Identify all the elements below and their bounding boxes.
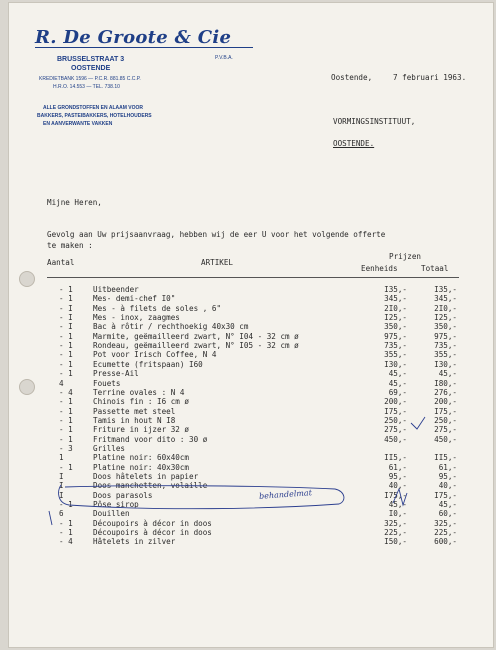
row-unit-price: 45,- — [388, 369, 407, 379]
tick-mark — [411, 417, 425, 429]
margin-tick — [49, 511, 52, 525]
row-description: Découpoirs à décor in doos — [93, 528, 212, 538]
row-description: Chinois fin : I6 cm ø — [93, 397, 190, 407]
row-unit-price: I35,- — [384, 285, 407, 294]
row-qty: - 1 — [59, 397, 73, 407]
intro-line-1: Gevolg aan Uw prijsaanvraag, hebben wij de eer U voor het volgende offerte — [47, 230, 386, 239]
row-unit-price: 45,- — [388, 378, 407, 388]
row-unit-price: I75,- — [384, 406, 407, 416]
row-qty: - 4 — [59, 537, 73, 547]
check-scribble — [393, 489, 407, 505]
row-total: 325,- — [434, 518, 457, 528]
row-unit-price: 975,- — [384, 331, 407, 341]
row-description: Platine noir: 60x40cm — [93, 453, 190, 463]
row-qty: I — [59, 490, 64, 500]
row-description: Doos parasols — [93, 490, 153, 500]
row-unit-price: I75,- — [384, 490, 407, 500]
row-total: I80,- — [434, 378, 457, 388]
row-unit-price: 250,- — [384, 415, 407, 425]
row-description: Terrine ovales : N 4 — [93, 387, 185, 397]
row-qty: - 1 — [59, 359, 73, 369]
row-total: 276,- — [434, 387, 457, 397]
row-description: Rondeau, geëmailleerd zwart, N° I05 - 32 cm ø — [93, 341, 299, 351]
row-qty: - I — [59, 303, 73, 313]
header-prices: Prijzen — [389, 252, 422, 261]
row-qty: - I — [59, 322, 73, 332]
row-total: 275,- — [434, 425, 457, 435]
header-article: ARTIKEL — [201, 258, 234, 267]
row-description: Grilles — [93, 443, 126, 453]
row-total: 2I0,- — [434, 303, 457, 313]
trade-line-2: BAKKERS, PASTEIBAKKERS, HOTELHOUDERS — [37, 113, 152, 119]
row-unit-price: 40,- — [388, 481, 407, 491]
row-unit-price: 200,- — [384, 397, 407, 407]
row-total: I25,- — [434, 313, 457, 323]
row-description: Tamis in hout N I8 — [93, 415, 176, 425]
row-qty: - 1 — [59, 425, 73, 435]
row-qty: - 3 — [59, 443, 73, 453]
bank-line: KREDIETBANK 1596 — P.C.R. 881.85 C.C.P. — [39, 76, 141, 82]
row-total: II5,- — [434, 453, 457, 463]
row-total: 200,- — [434, 397, 457, 407]
row-total: 45,- — [438, 369, 457, 379]
header-total: Totaal — [421, 264, 449, 273]
row-description: Marmite, geëmailleerd zwart, N° I04 - 32 cm ø — [93, 331, 299, 341]
row-description: Uitbeender — [93, 285, 139, 294]
row-qty: - 1 — [59, 285, 73, 294]
row-qty: - 1 — [59, 341, 73, 351]
header-qty: Aantal — [47, 258, 75, 267]
header-unit: Eenheids — [361, 264, 398, 273]
row-total: 95,- — [438, 472, 457, 481]
street-address: BRUSSELSTRAAT 3 — [57, 56, 125, 63]
row-unit-price: 69,- — [388, 387, 407, 397]
row-description: Doos manchetten, volaille — [93, 481, 208, 491]
letter-sheet — [8, 2, 494, 648]
row-qty: - 1 — [59, 406, 73, 416]
row-total: I30,- — [434, 359, 457, 369]
row-description: Mes - inox, zaagmes — [93, 313, 180, 323]
row-description: Mes- demi-chef I0" — [93, 294, 176, 304]
row-description: Pot voor Irisch Coffee, N 4 — [93, 350, 217, 360]
row-unit-price: 450,- — [384, 434, 407, 444]
row-unit-price: 225,- — [384, 528, 407, 538]
row-total: 60,- — [438, 509, 457, 519]
row-qty: - 1 — [59, 462, 73, 472]
row-total: 355,- — [434, 350, 457, 360]
row-unit-price: 355,- — [384, 350, 407, 360]
row-description: Fouets — [93, 378, 121, 388]
row-unit-price: I0,- — [388, 509, 407, 519]
row-total: 40,- — [438, 481, 457, 491]
row-description: Mes - à filets de soles , 6" — [93, 303, 222, 313]
date-place: Oostende, — [331, 73, 373, 82]
recipient-line-2: OOSTENDE. — [333, 139, 375, 148]
row-unit-price: 345,- — [384, 294, 407, 304]
row-unit-price: 2I0,- — [384, 303, 407, 313]
row-qty: - I — [59, 313, 73, 323]
row-description: Passette met steel — [93, 406, 176, 416]
city: OOSTENDE — [71, 65, 111, 72]
row-unit-price: 325,- — [384, 518, 407, 528]
row-total: I35,- — [434, 285, 457, 294]
row-description: Bac à rôtir / rechthoekig 40x30 cm — [93, 322, 249, 332]
salutation: Mijne Heren, — [47, 198, 102, 207]
row-qty: I — [59, 472, 64, 481]
row-qty: - 1 — [59, 294, 73, 304]
row-qty: - 1 — [59, 528, 73, 538]
row-unit-price: 45,- — [388, 500, 407, 510]
row-unit-price: 275,- — [384, 425, 407, 435]
row-total: 975,- — [434, 331, 457, 341]
trade-line-1: ALLE GRONDSTOFFEN EN ALAAM VOOR — [43, 105, 143, 111]
row-total: 250,- — [434, 415, 457, 425]
row-description: Friture in ijzer 32 ø — [93, 425, 190, 435]
row-qty: - 1 — [59, 369, 73, 379]
row-qty: - 1 — [59, 331, 73, 341]
row-unit-price: I25,- — [384, 313, 407, 323]
register-line: H.R.O. 14.553 — TEL. 738.10 — [53, 84, 120, 90]
row-unit-price: I50,- — [384, 537, 407, 547]
row-total: 61,- — [438, 462, 457, 472]
row-unit-price: 61,- — [388, 462, 407, 472]
trade-line-3: EN AANVERWANTE VAKKEN — [43, 121, 113, 127]
row-description: Hâtelets in zilver — [93, 537, 176, 547]
legal-form: P.V.B.A. — [215, 55, 233, 61]
row-qty: - 1 — [59, 350, 73, 360]
company-name: R. De Groote & Cie — [35, 27, 232, 48]
row-total: 350,- — [434, 322, 457, 332]
row-total: I75,- — [434, 490, 457, 500]
row-description: Platine noir: 40x30cm — [93, 462, 190, 472]
row-description: Douillen — [93, 509, 130, 519]
pen-annotations — [9, 3, 495, 649]
row-qty: - 1 — [59, 518, 73, 528]
row-qty: - 1 — [59, 500, 73, 510]
row-description: Ecumette (fritspaan) I60 — [93, 359, 203, 369]
row-description: Presse-Ail — [93, 369, 139, 379]
row-description: Doos hâtelets in papier — [93, 472, 199, 481]
recipient-line-1: VORMINGSINSTITUUT, — [333, 117, 416, 126]
row-unit-price: 735,- — [384, 341, 407, 351]
row-total: 735,- — [434, 341, 457, 351]
row-qty: - 1 — [59, 434, 73, 444]
row-total: 600,- — [434, 537, 457, 547]
row-unit-price: 350,- — [384, 322, 407, 332]
row-qty: 1 — [59, 453, 64, 463]
row-unit-price: 95,- — [388, 472, 407, 481]
row-description: Découpoirs à décor in doos — [93, 518, 212, 528]
row-qty: - 4 — [59, 387, 73, 397]
row-description: Fritmand voor dito : 30 ø — [93, 434, 208, 444]
row-qty: 6 — [59, 509, 64, 519]
intro-line-2: te maken : — [47, 241, 93, 250]
row-qty: - 1 — [59, 415, 73, 425]
row-unit-price: II5,- — [384, 453, 407, 463]
row-qty: 4 — [59, 378, 64, 388]
row-unit-price: I30,- — [384, 359, 407, 369]
row-total: 45,- — [438, 500, 457, 510]
row-total: 225,- — [434, 528, 457, 538]
row-description: Pôse sirop — [93, 500, 139, 510]
row-qty: I — [59, 481, 64, 491]
handwritten-note: behandelmat — [258, 488, 313, 501]
row-total: 345,- — [434, 294, 457, 304]
date-value: 7 februari 1963. — [393, 73, 467, 82]
row-total: 450,- — [434, 434, 457, 444]
row-total: I75,- — [434, 406, 457, 416]
